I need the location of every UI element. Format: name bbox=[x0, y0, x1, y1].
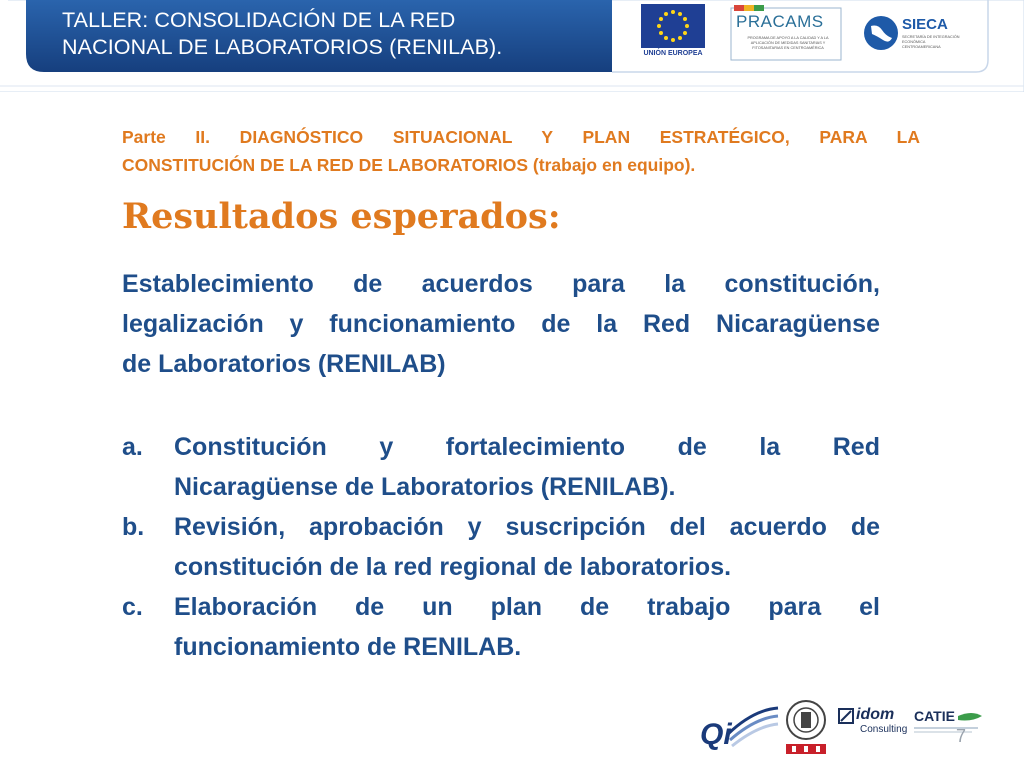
pracams-logo bbox=[730, 4, 842, 62]
page-number: 7 bbox=[956, 726, 967, 746]
certification-seal-icon bbox=[784, 698, 828, 756]
qi-name: Qi bbox=[700, 718, 732, 750]
intro-line: de Laboratorios (RENILAB) bbox=[122, 350, 446, 378]
idom-mark-icon bbox=[838, 708, 854, 724]
list-marker: b. bbox=[122, 513, 145, 541]
header-title-line2: NACIONAL DE LABORATORIOS (RENILAB). bbox=[62, 35, 503, 59]
pracams-tagline: PROGRAMA DE APOYO A LA CALIDAD Y A LA APLICACIÓN DE MEDIDAS SANITARIAS Y FITOSANITARIAS EN CENTROAMÉRICA bbox=[747, 36, 829, 50]
list-item-line: Nicaragüense de Laboratorios (RENILAB). bbox=[174, 473, 676, 501]
section-subtitle bbox=[122, 123, 920, 179]
intro-line: legalización y funcionamiento de la Red Nicaragüense bbox=[122, 310, 880, 338]
list-item-line: funcionamiento de RENILAB. bbox=[174, 633, 522, 661]
catie-name: CATIE bbox=[914, 708, 955, 724]
intro-line: Establecimiento de acuerdos para la constitución, bbox=[122, 270, 880, 298]
list-item-line: Constitución y fortalecimiento de la Red bbox=[174, 433, 880, 461]
sieca-name: SIECA bbox=[902, 16, 948, 33]
list-item-line: Revisión, aprobación y suscripción del acuerdo de bbox=[174, 513, 880, 541]
qi-logo bbox=[698, 704, 780, 750]
eu-caption: UNIÓN EUROPEA bbox=[643, 50, 703, 57]
eu-logo bbox=[641, 4, 705, 62]
eu-flag-icon bbox=[641, 4, 705, 48]
idom-subtitle: Consulting bbox=[860, 724, 908, 735]
list-marker: c. bbox=[122, 593, 143, 621]
list-item bbox=[122, 427, 880, 507]
list-marker: a. bbox=[122, 433, 143, 461]
subtitle-line1: Parte II. DIAGNÓSTICO SITUACIONAL Y PLAN ESTRATÉGICO, PARA LA bbox=[122, 127, 920, 147]
pracams-name: PRACAMS bbox=[736, 12, 824, 31]
catie-logo bbox=[912, 708, 984, 748]
qi-swoosh-icon bbox=[698, 704, 780, 750]
list-item bbox=[122, 507, 880, 587]
bureau-veritas-logo bbox=[784, 698, 828, 756]
header-title bbox=[62, 7, 622, 61]
idom-name: idom bbox=[856, 706, 895, 723]
list-item-line: Elaboración de un plan de trabajo para el bbox=[174, 593, 880, 621]
idom-logo bbox=[838, 706, 908, 746]
intro-paragraph bbox=[122, 264, 880, 384]
sieca-tagline: SECRETARÍA DE INTEGRACIÓN ECONÓMICA CENTROAMERICANA bbox=[902, 35, 960, 49]
catie-leaf-icon bbox=[912, 708, 984, 748]
sieca-logo bbox=[862, 12, 958, 54]
header-title-line1: TALLER: CONSOLIDACIÓN DE LA RED bbox=[62, 8, 456, 32]
sieca-globe-icon bbox=[862, 14, 900, 52]
results-heading: Resultados esperados: bbox=[122, 196, 561, 237]
results-list bbox=[122, 427, 880, 667]
list-item bbox=[122, 587, 880, 667]
subtitle-line2: CONSTITUCIÓN DE LA RED DE LABORATORIOS (trabajo en equipo). bbox=[122, 155, 696, 175]
list-item-line: constitución de la red regional de laboratorios. bbox=[174, 553, 732, 581]
footer-logos bbox=[690, 694, 990, 760]
